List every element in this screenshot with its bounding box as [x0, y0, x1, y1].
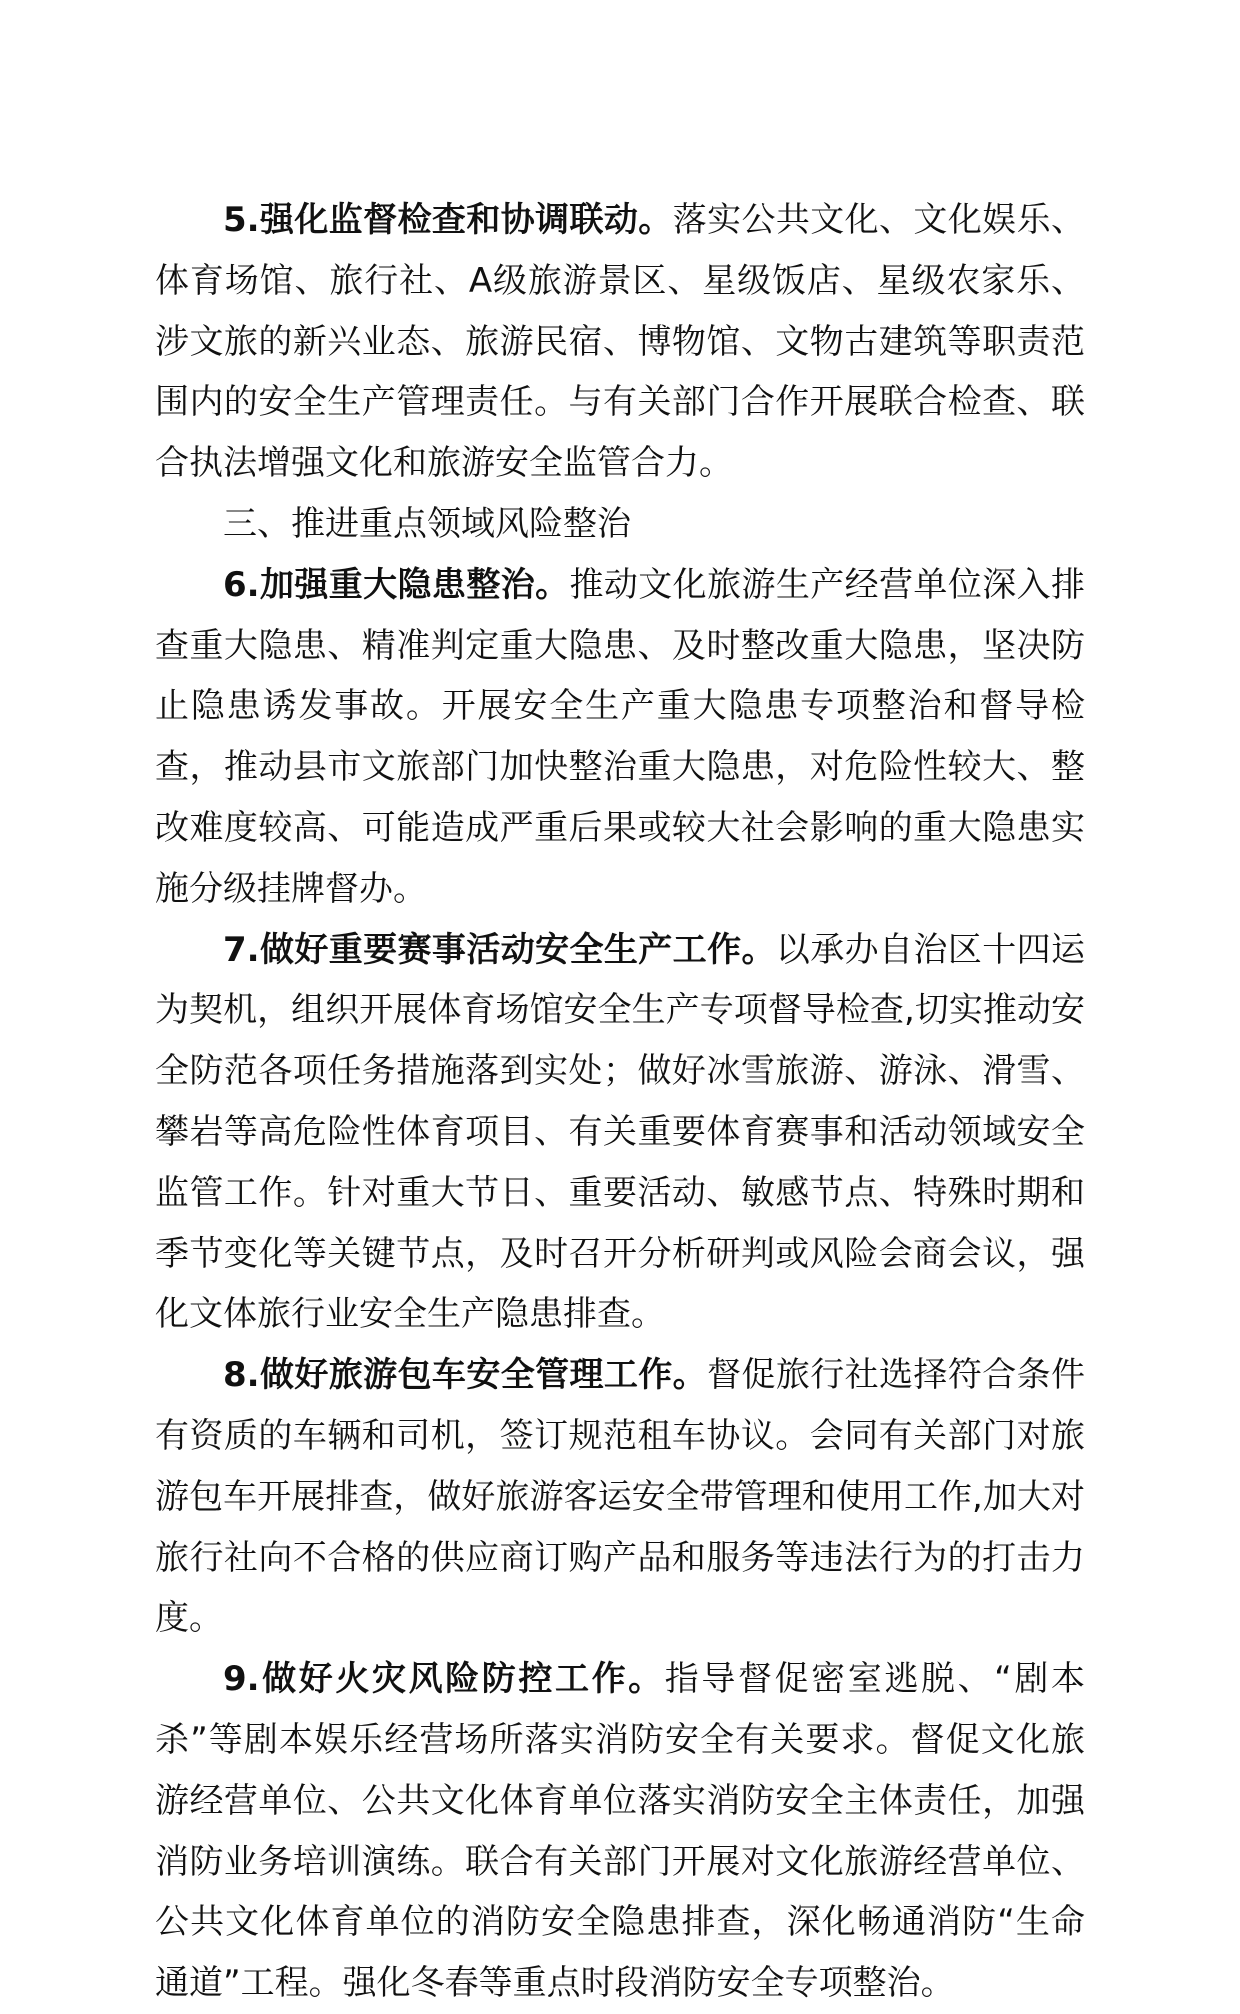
paragraph-9 — [155, 1649, 1085, 2014]
paragraph-7-lead: 7.做好重要赛事活动安全生产工作。 — [223, 929, 776, 970]
paragraph-8-lead: 8.做好旅游包车安全管理工作。 — [223, 1355, 708, 1396]
paragraph-5 — [155, 190, 1085, 494]
paragraph-6-body: 推动文化旅游生产经营单位深入排查重大隐患、精准判定重大隐患、及时整改重大隐患，坚决防止隐患诱发事故。开展安全生产重大隐患专项整治和督导检查，推动县市文旅部门加快整治重大隐患，对危险性较大、整改难度较高、可能造成严重后果或较大社会影响的重大隐患实施分级挂牌督办。 — [155, 564, 1085, 909]
paragraph-6-lead: 6.加强重大隐患整治。 — [223, 564, 570, 605]
paragraph-7-body: 以承办自治区十四运为契机，组织开展体育场馆安全生产专项督导检查,切实推动安全防范各项任务措施落到实处；做好冰雪旅游、游泳、滑雪、攀岩等高危险性体育项目、有关重要体育赛事和活动领域安全监管工作。针对重大节日、重要活动、敏感节点、特殊时期和季节变化等关键节点，及时召开分析研判或风险会商会议，强化文体旅行业安全生产隐患排查。 — [155, 929, 1085, 1335]
paragraph-8 — [155, 1345, 1085, 1649]
paragraph-6 — [155, 555, 1085, 920]
paragraph-8-body: 督促旅行社选择符合条件有资质的车辆和司机，签订规范租车协议。会同有关部门对旅游包车开展排查，做好旅游客运安全带管理和使用工作,加大对旅行社向不合格的供应商订购产品和服务等违法行为的打击力度。 — [155, 1355, 1086, 1639]
section-heading-3: 三、推进重点领域风险整治 — [223, 503, 631, 544]
paragraph-5-body: 落实公共文化、文化娱乐、体育场馆、旅行社、A级旅游景区、星级饭店、星级农家乐、涉文旅的新兴业态、旅游民宿、博物馆、文物古建筑等职责范围内的安全生产管理责任。与有关部门合作开展联合检查、联合执法增强文化和旅游安全监管合力。 — [155, 200, 1086, 484]
paragraph-7 — [155, 920, 1085, 1346]
paragraph-9-body: 指导督促密室逃脱、“剧本杀”等剧本娱乐经营场所落实消防安全有关要求。督促文化旅游经营单位、公共文化体育单位落实消防安全主体责任，加强消防业务培训演练。联合有关部门开展对文化旅游经营单位、公共文化体育单位的消防安全隐患排查，深化畅通消防“生命通道”工程。强化冬春等重点时段消防安全专项整治。 — [155, 1659, 1085, 2004]
document-page — [155, 190, 1085, 2014]
paragraph-9-lead: 9.做好火灾风险防控工作。 — [223, 1659, 665, 1700]
paragraph-5-lead: 5.强化监督检查和协调联动。 — [223, 200, 673, 240]
